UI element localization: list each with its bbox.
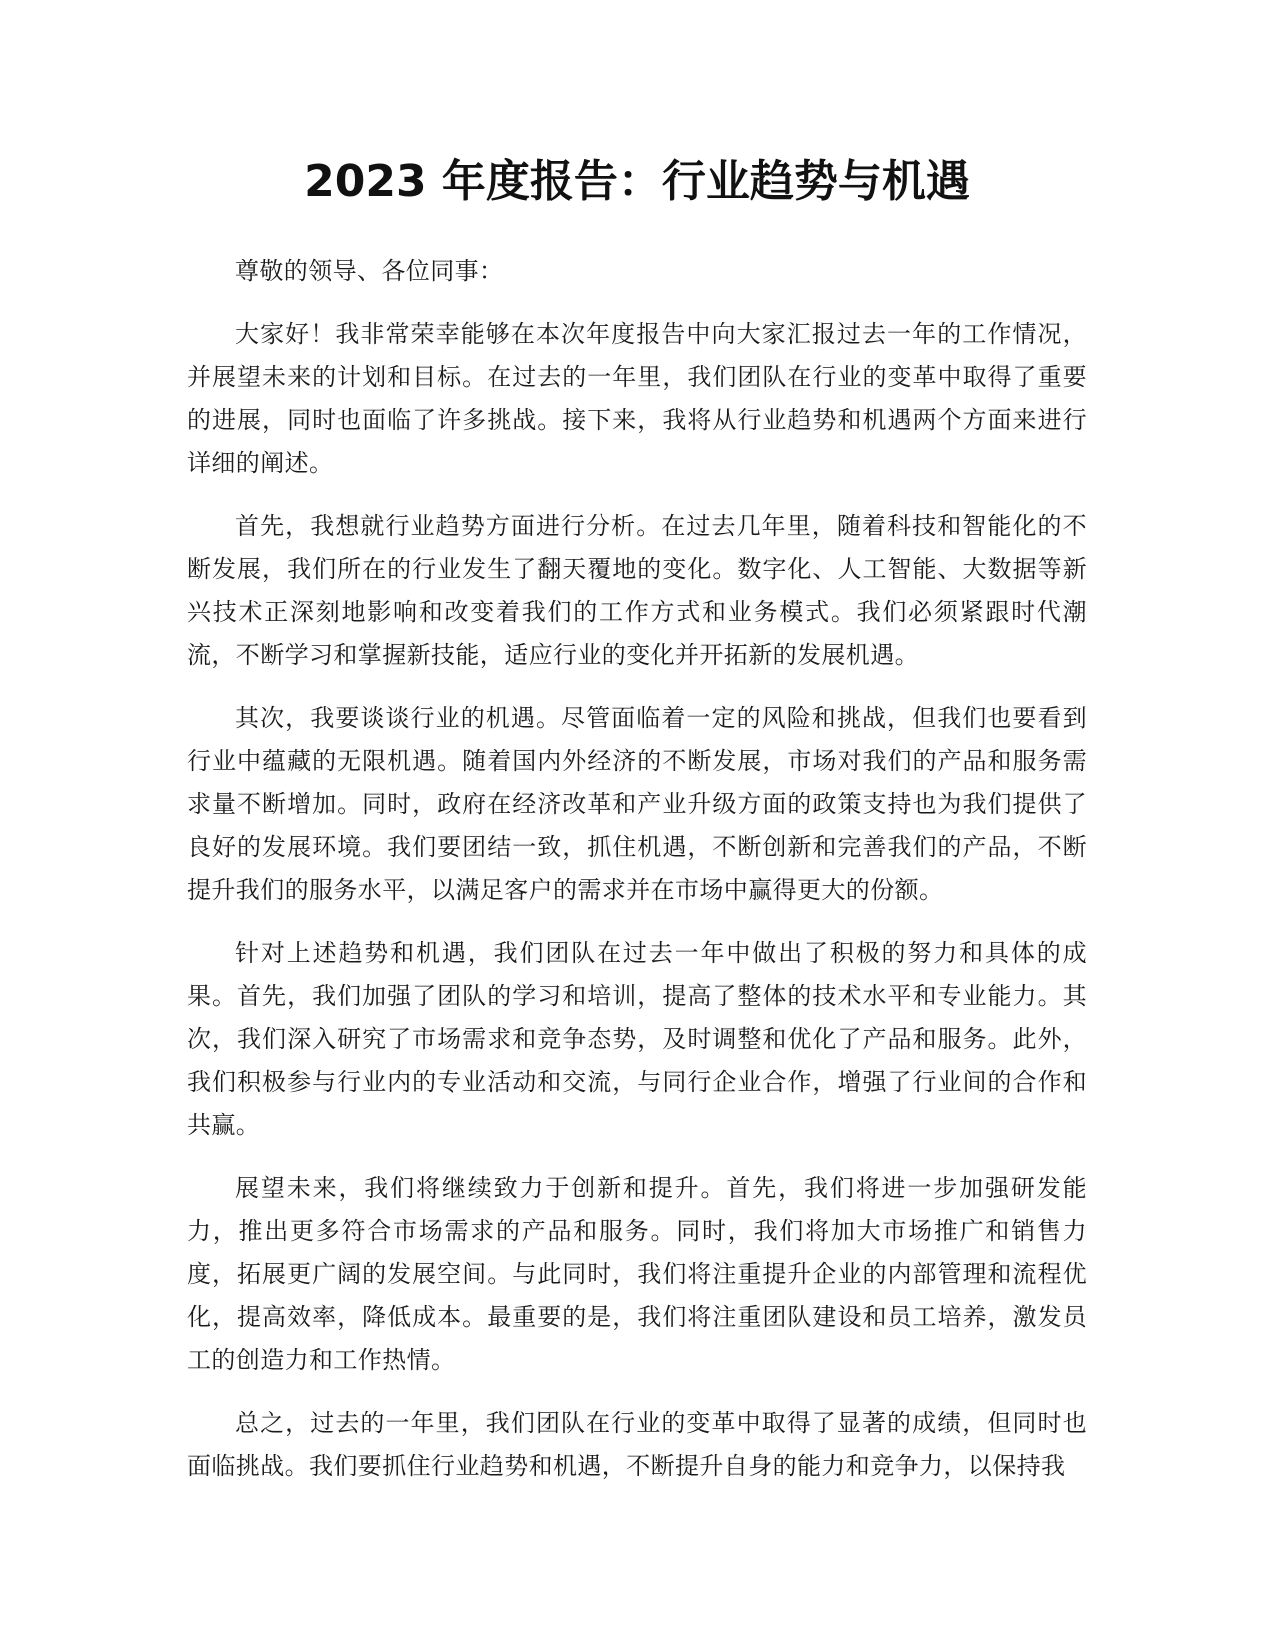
achievements-paragraph: 针对上述趋势和机遇，我们团队在过去一年中做出了积极的努力和具体的成果。首先，我们加强了团队的学习和培训，提高了整体的技术水平和专业能力。其次，我们深入研究了市场需求和竞争态势，及时调整和优化了产品和服务。此外，我们积极参与行业内的专业活动和交流，与同行企业合作，增强了行业间的合作和共赢。 (187, 939, 1087, 1139)
outlook-paragraph: 展望未来，我们将继续致力于创新和提升。首先，我们将进一步加强研发能力，推出更多符合市场需求的产品和服务。同时，我们将加大市场推广和销售力度，拓展更广阔的发展空间。与此同时，我们将注重提升企业的内部管理和流程优化，提高效率，降低成本。最重要的是，我们将注重团队建设和员工培养，激发员工的创造力和工作热情。 (187, 1174, 1087, 1374)
opportunities-paragraph: 其次，我要谈谈行业的机遇。尽管面临着一定的风险和挑战，但我们也要看到行业中蕴藏的无限机遇。随着国内外经济的不断发展，市场对我们的产品和服务需求量不断增加。同时，政府在经济改革和产业升级方面的政策支持也为我们提供了良好的发展环境。我们要团结一致，抓住机遇，不断创新和完善我们的产品，不断提升我们的服务水平，以满足客户的需求并在市场中赢得更大的份额。 (187, 704, 1087, 904)
trends-paragraph: 首先，我想就行业趋势方面进行分析。在过去几年里，随着科技和智能化的不断发展，我们所在的行业发生了翻天覆地的变化。数字化、人工智能、大数据等新兴技术正深刻地影响和改变着我们的工作方式和业务模式。我们必须紧跟时代潮流，不断学习和掌握新技能，适应行业的变化并开拓新的发展机遇。 (187, 512, 1087, 669)
intro-paragraph: 大家好！我非常荣幸能够在本次年度报告中向大家汇报过去一年的工作情况，并展望未来的计划和目标。在过去的一年里，我们团队在行业的变革中取得了重要的进展，同时也面临了许多挑战。接下来，我将从行业趋势和机遇两个方面来进行详细的阐述。 (187, 320, 1087, 477)
salutation-paragraph: 尊敬的领导、各位同事： (235, 257, 504, 285)
document-body (187, 250, 1087, 1488)
document-title: 2023 年度报告：行业趋势与机遇 (304, 156, 970, 207)
conclusion-paragraph: 总之，过去的一年里，我们团队在行业的变革中取得了显著的成绩，但同时也面临挑战。我们要抓住行业趋势和机遇，不断提升自身的能力和竞争力，以保持我 (187, 1409, 1087, 1480)
document-page (187, 0, 1087, 1650)
